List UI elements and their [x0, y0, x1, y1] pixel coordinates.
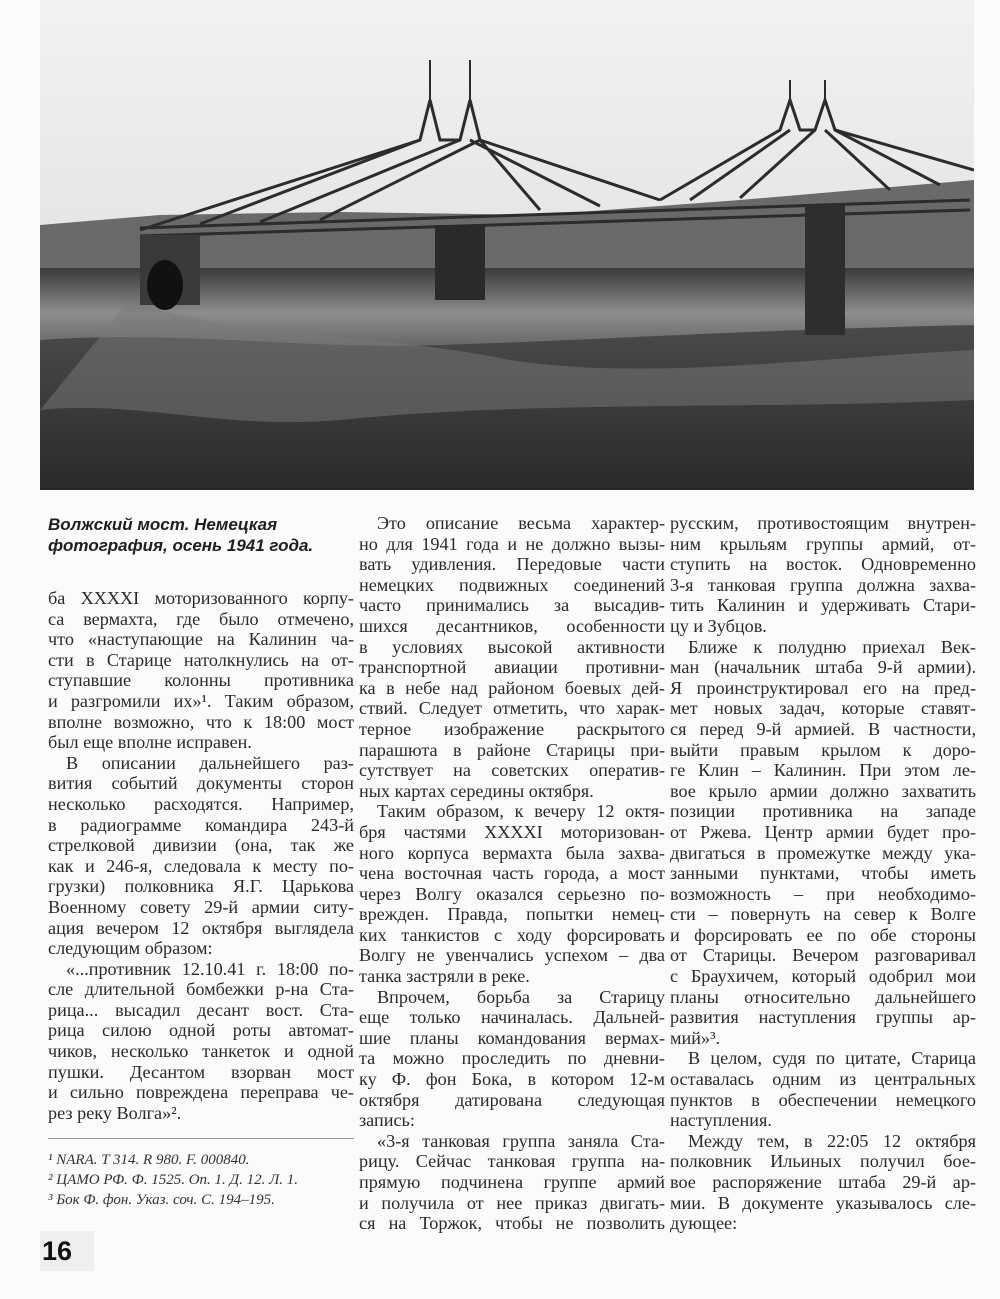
text-line: стрелковой дивизии (она, так же: [48, 835, 354, 856]
paragraph: [48, 588, 354, 753]
text-line: вать удивления. Передовые части: [359, 554, 665, 575]
paragraph: [670, 1131, 976, 1234]
text-line: ступавшие колонны противника: [48, 670, 354, 691]
footnotes: [48, 1150, 358, 1210]
paragraph: [359, 1131, 665, 1234]
text-line: пунктов в обеспечении немецкого: [670, 1089, 976, 1110]
text-line: в радиограмме командира 243-й: [48, 814, 354, 835]
text-line: рез реку Волга»².: [48, 1102, 182, 1123]
caption-line: фотография, осень 1941 года.: [48, 536, 314, 555]
paragraph: [359, 987, 665, 1131]
text-line: ких танкистов с ходу форсировать: [359, 924, 665, 945]
text-line: мии. В документе указывалось сле-: [670, 1192, 976, 1213]
text-line: и получила от нее приказ двигать-: [359, 1192, 665, 1213]
text-line: развития наступления группы ар-: [670, 1007, 976, 1028]
text-line: ним крыльям группы армий, от-: [670, 533, 976, 554]
text-line: ступить на восток. Одновременно: [670, 554, 976, 575]
text-line: возможность – при необходимо-: [670, 883, 976, 904]
page-number: 16: [40, 1231, 94, 1271]
text-line: наступления.: [670, 1110, 772, 1131]
text-line: Таким образом, к вечеру 12 октя-: [377, 801, 665, 822]
text-line: ация вечером 12 октября выглядела: [48, 917, 354, 938]
text-line: Я проинструктировал его на пред-: [670, 677, 976, 698]
text-line: вполне возможно, что к 18:00 мост: [48, 711, 354, 732]
text-line: сти в Старице натолкнулись на от-: [48, 649, 354, 670]
text-line: от Старицы. Вечером разговаривал: [670, 945, 976, 966]
text-line: сле длительной бомбежки р-на Ста-: [48, 979, 354, 1000]
paragraph: [670, 513, 976, 637]
text-line: ка в небе над районом боевых дей-: [359, 677, 665, 698]
text-line: Впрочем, борьба за Старицу: [377, 986, 665, 1007]
text-line: следующим образом:: [48, 938, 213, 959]
text-line: часто принимались за высадив-: [359, 595, 665, 616]
footnote: ³ Бок Ф. фон. Указ. соч. С. 194–195.: [48, 1192, 275, 1208]
text-line: и форсировать ее по обе стороны: [670, 924, 976, 945]
text-line: мий»³.: [670, 1027, 721, 1048]
footnote: ¹ NARA. T 314. R 980. F. 000840.: [48, 1152, 250, 1168]
text-line: русским, противостоящим внутрен-: [670, 513, 976, 533]
text-line: сутствует на советских оператив-: [359, 760, 665, 781]
text-line: 3-я танковая группа должна захва-: [670, 574, 976, 595]
text-line: чиков, несколько танкеток и одной: [48, 1041, 354, 1062]
text-line: ман (начальник штаба 9-й армии).: [670, 657, 976, 678]
photo-caption: [48, 514, 348, 556]
text-line: но для 1941 года и не должно вызы-: [359, 533, 665, 554]
text-line: и сильно повреждена переправа че-: [48, 1082, 354, 1103]
text-line: ся перед 9-й армией. В частности,: [670, 718, 976, 739]
text-line: немецких подвижных соединений: [359, 574, 665, 595]
text-line: в условиях высокой активности: [359, 636, 665, 657]
text-line: бря частями XXXXI моторизован-: [359, 821, 665, 842]
footnote: ² ЦАМО РФ. Ф. 1525. Оп. 1. Д. 12. Л. 1.: [48, 1172, 298, 1188]
paragraph: [670, 1048, 976, 1130]
text-line: как и 246-я, следовала к месту по-: [48, 855, 354, 876]
text-line: вое крыло армии должно захватить: [670, 780, 976, 801]
text-line: октября датирована следующая: [359, 1089, 665, 1110]
text-line: дующее:: [670, 1213, 738, 1234]
text-line: прямую подчинена группе армий: [359, 1172, 665, 1192]
text-line: рицу. Сейчас танковая группа на-: [359, 1151, 665, 1172]
text-line: танка застряли в реке.: [359, 966, 530, 987]
text-line: ных картах середины октября.: [359, 780, 594, 801]
paragraph: [48, 753, 354, 959]
text-line: был еще вполне исправен.: [48, 732, 252, 753]
text-line: Волгу не увенчались успехом – два: [359, 945, 665, 966]
text-line: цу и Зубцов.: [670, 615, 767, 636]
text-line: вития событий документы сторон: [48, 773, 354, 794]
text-line: В целом, судя по цитате, Старица: [688, 1048, 976, 1069]
text-line: ся на Торжок, чтобы не позволить: [359, 1213, 665, 1234]
text-line: полковник Ильиных получил бое-: [670, 1151, 976, 1172]
text-line: ствий. Следует отметить, что харак-: [359, 698, 665, 719]
text-line: ку Ф. фон Бока, в котором 12-м: [359, 1069, 665, 1090]
text-line: Ближе к полудню приехал Век-: [688, 636, 976, 657]
text-line: занными пунктами, чтобы иметь: [670, 863, 976, 884]
text-line: несколько расходятся. Например,: [48, 793, 354, 814]
footnote-divider: [48, 1138, 354, 1139]
text-line: пушки. Десантом взорван мост: [48, 1061, 354, 1082]
text-line: са вермахта, где было отмечено,: [48, 608, 354, 629]
text-line: запись:: [359, 1110, 415, 1131]
text-line: терное изображение раскрытого: [359, 718, 665, 739]
text-column-3: [670, 513, 976, 1234]
text-line: парашюта в районе Старицы при-: [359, 739, 665, 760]
text-line: двигаться в промежутке между ука-: [670, 842, 976, 863]
text-line: та можно проследить по дневни-: [359, 1048, 665, 1069]
text-line: грузки) полковника Я.Г. Царькова: [48, 876, 354, 897]
text-line: от Ржева. Центр армии будет про-: [670, 821, 976, 842]
text-line: врежден. Правда, попытки немец-: [359, 904, 665, 925]
text-line: Между тем, в 22:05 12 октября: [688, 1130, 976, 1151]
text-line: мет новых задач, которые ставят-: [670, 698, 976, 719]
paragraph: [670, 637, 976, 1049]
text-line: шихся десантников, особенности: [359, 615, 665, 636]
text-line: позиции противника на западе: [670, 801, 976, 822]
text-line: рица... высадил десант вост. Ста-: [48, 999, 354, 1020]
paragraph: [359, 801, 665, 986]
paragraph: [359, 513, 665, 801]
text-line: рица силою одной роты автомат-: [48, 1020, 354, 1041]
text-column-1: [48, 588, 354, 1123]
text-line: через Волгу оказался серьезно по-: [359, 883, 665, 904]
text-line: тить Калинин и удерживать Стари-: [670, 595, 976, 616]
text-column-2: [359, 513, 665, 1234]
text-line: «3-я танковая группа заняла Ста-: [377, 1130, 665, 1151]
text-line: шие планы командования вермах-: [359, 1027, 665, 1048]
text-line: Военному совету 29-й армии ситу-: [48, 896, 354, 917]
bridge-photo: [40, 0, 974, 490]
paragraph: [48, 959, 354, 1124]
text-line: еще только начиналась. Дальней-: [359, 1007, 665, 1028]
text-line: чена восточная часть города, а мост: [359, 863, 665, 884]
text-line: с Браухичем, который одобрил мои: [670, 966, 976, 987]
text-line: что «наступающие на Калинин ча-: [48, 629, 354, 650]
text-line: и разгромили их»¹. Таким образом,: [48, 690, 354, 711]
caption-line: Волжский мост. Немецкая: [48, 515, 278, 534]
text-line: ба XXXXI моторизованного корпу-: [48, 588, 354, 608]
text-line: ге Клин – Калинин. При этом ле-: [670, 760, 976, 781]
text-line: Это описание весьма характер-: [377, 513, 665, 533]
text-line: оставалась одним из центральных: [670, 1069, 976, 1090]
text-line: вое распоряжение штаба 29-й ар-: [670, 1172, 976, 1192]
text-line: планы относительно дальнейшего: [670, 986, 976, 1007]
text-line: выйти правым крылом к доро-: [670, 739, 976, 760]
text-line: ного корпуса вермахта была захва-: [359, 842, 665, 863]
text-line: транспортной авиации противни-: [359, 657, 665, 678]
text-line: сти – повернуть на север к Волге: [670, 904, 976, 925]
text-line: «...противник 12.10.41 г. 18:00 по-: [66, 958, 354, 979]
text-line: В описании дальнейшего раз-: [66, 752, 354, 773]
